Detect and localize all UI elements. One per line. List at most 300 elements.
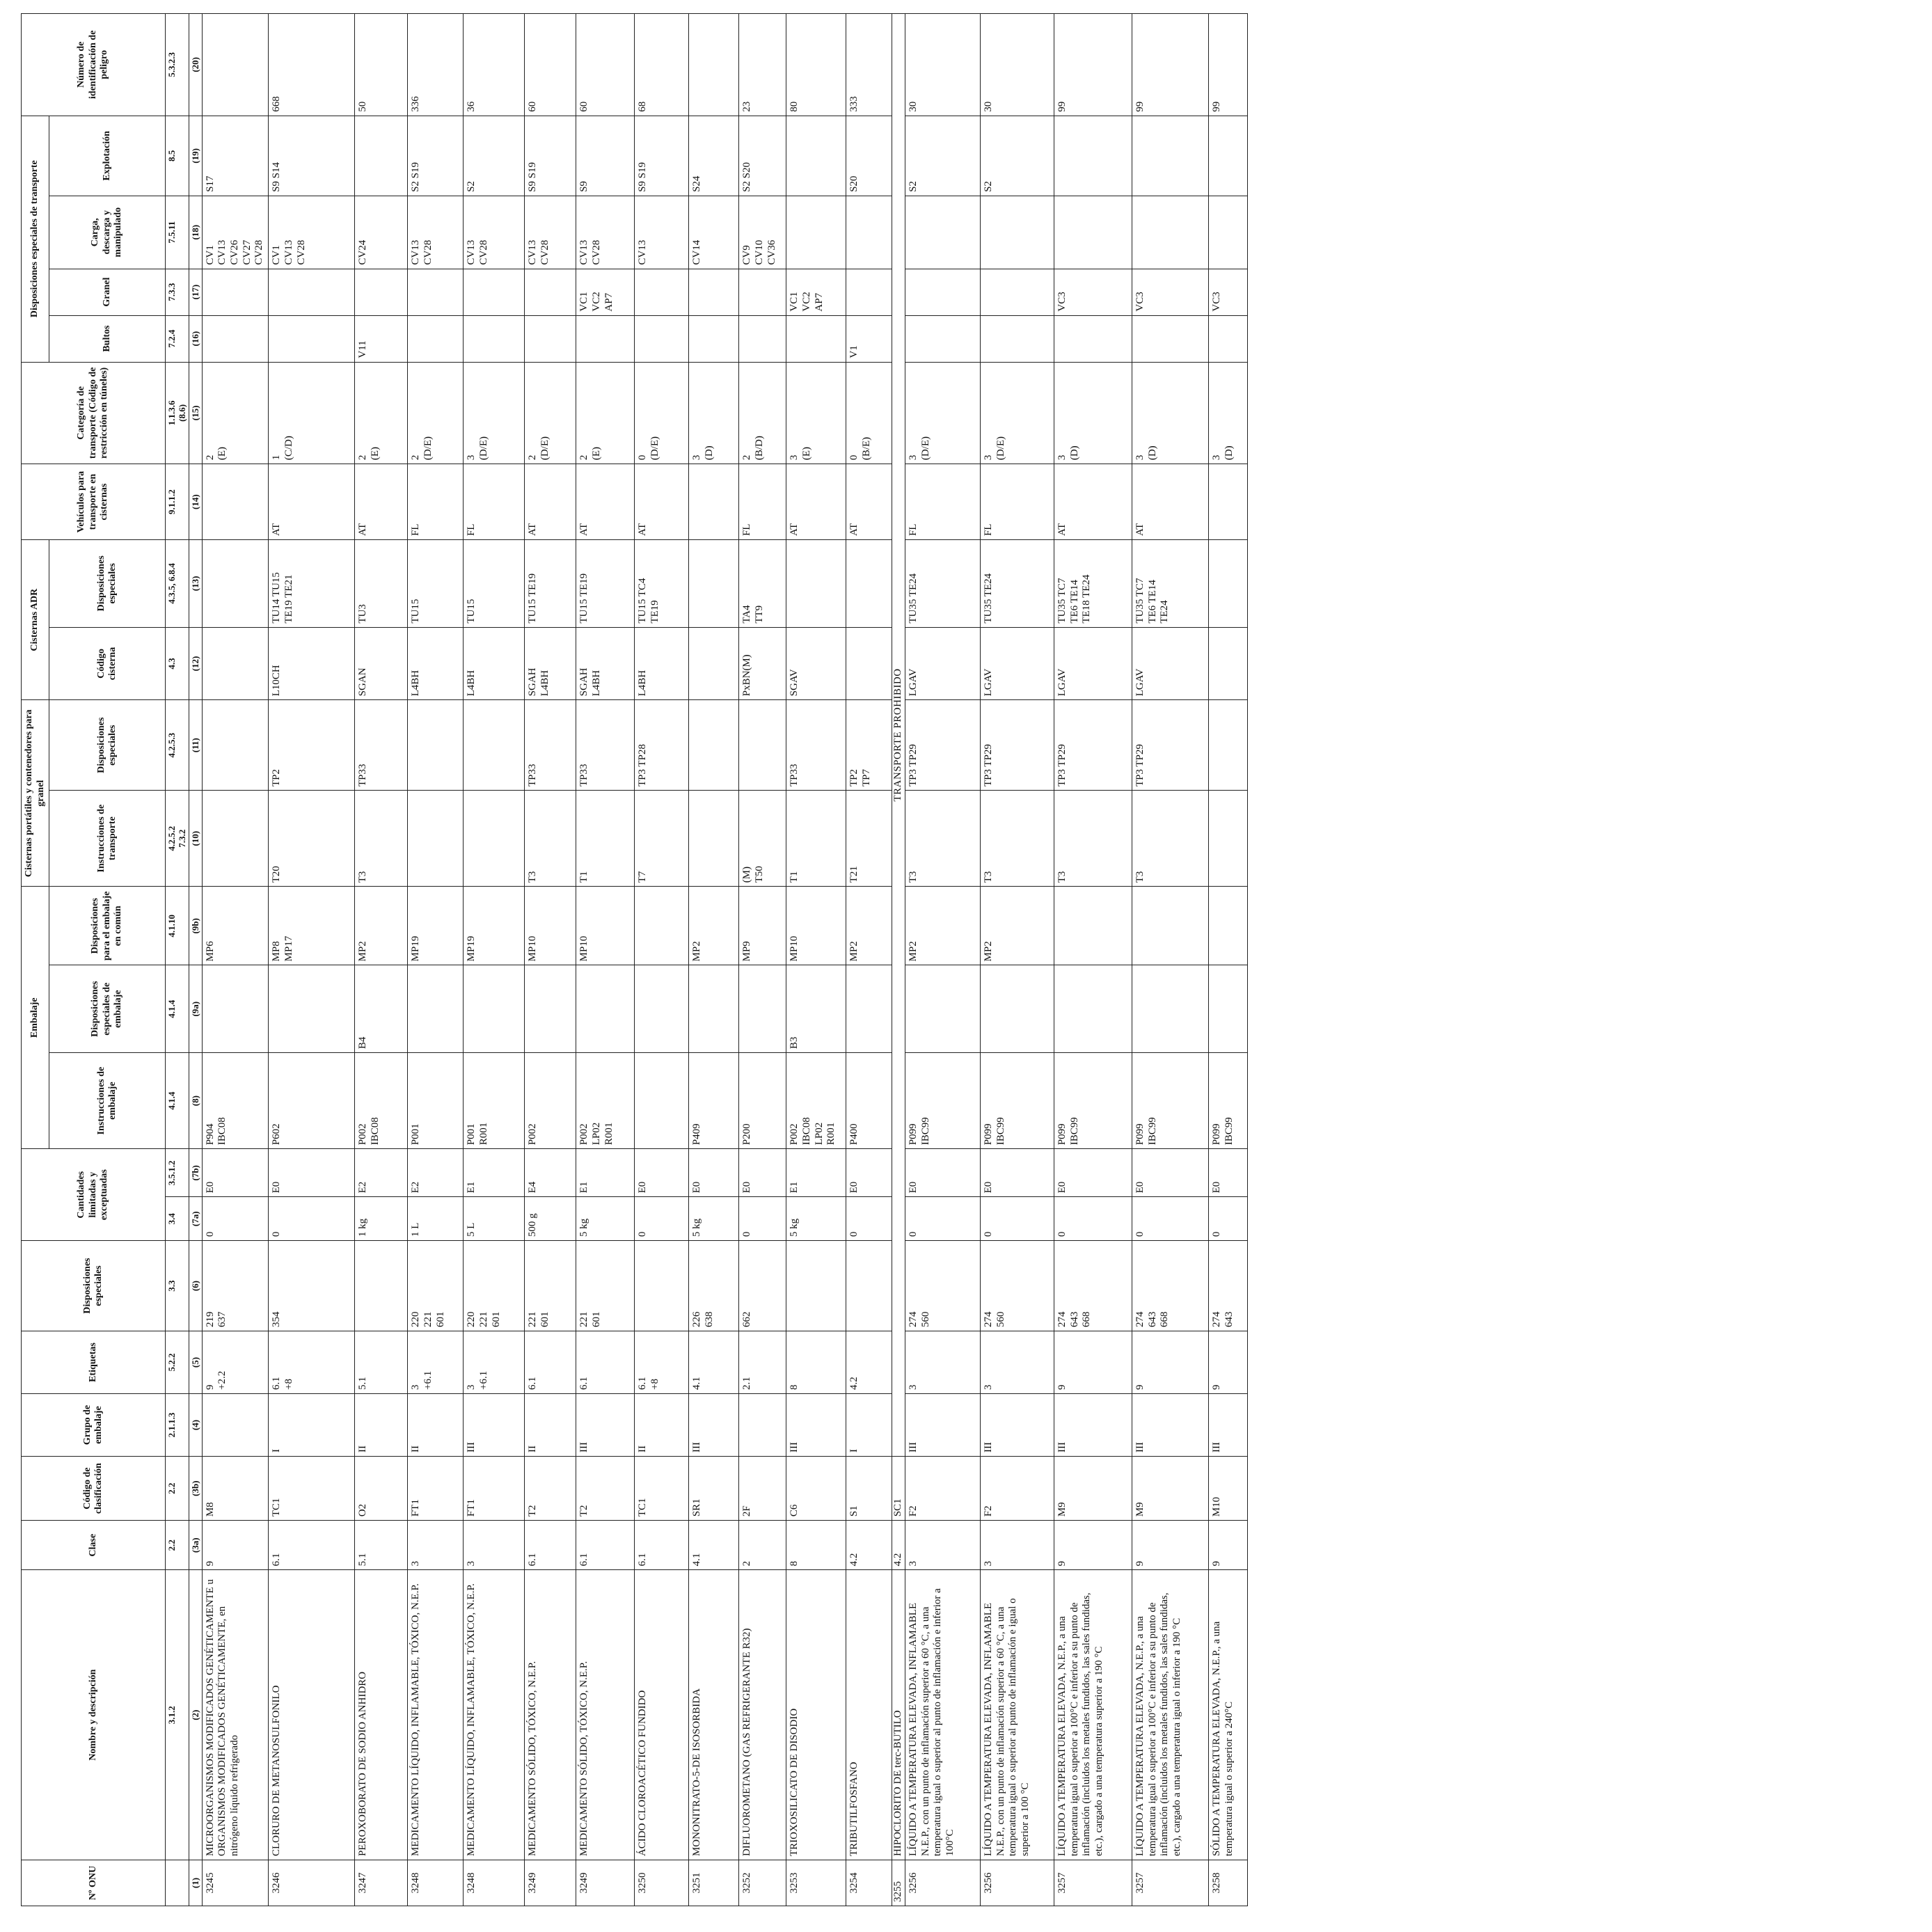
- entry-name: LÍQUIDO A TEMPERATURA ELEVADA, INFLAMABLE N.E.P., con un punto de inflamación superior a 60 °C, a una temperatura igual o superior al punto de inflamación e inferior a 100°C: [905, 1570, 980, 1860]
- transport-category: 2 (E): [576, 362, 635, 464]
- table-row: [980, 14, 1054, 1906]
- header-special-provisions: Disposiciones especiales: [22, 1241, 166, 1331]
- operation-provision: S20: [846, 116, 892, 196]
- hazard-id: 30: [905, 14, 980, 116]
- un-number: 3249: [525, 1860, 576, 1906]
- table-row: [635, 14, 689, 1906]
- tank-special-provisions: [1208, 700, 1247, 791]
- excepted-quantity: E0: [635, 1149, 689, 1197]
- mixed-packing: MP2: [846, 887, 892, 965]
- hazard-id: 80: [786, 14, 846, 116]
- tank-code: L4BH: [635, 627, 689, 700]
- tank-instructions: T3: [1132, 791, 1208, 887]
- header-adr-tanks: Cisternas ADR: [22, 540, 49, 700]
- bulk-provision: [525, 269, 576, 315]
- un-number: 3256: [980, 1860, 1054, 1906]
- table-row: [408, 14, 464, 1906]
- transport-category: 3 (D): [1054, 362, 1132, 464]
- table-row: [1208, 14, 1247, 1906]
- packing-group: III: [576, 1394, 635, 1457]
- tank-code: LGAV: [905, 627, 980, 700]
- hazard-id: 30: [980, 14, 1054, 116]
- special-packing-provisions: [576, 965, 635, 1053]
- class: 3: [980, 1521, 1054, 1570]
- column-number-cell: (15): [189, 362, 202, 464]
- excepted-quantity: E0: [739, 1149, 786, 1197]
- hazard-id: 99: [1208, 14, 1247, 116]
- tank-code: SGAV: [786, 627, 846, 700]
- class: 6.1: [576, 1521, 635, 1570]
- adr-special-provisions: [689, 540, 739, 628]
- section-ref-cell: 2.2: [166, 1457, 189, 1521]
- header-portable-tanks: Cisternas portátiles y contenedores para granel: [22, 700, 49, 887]
- mixed-packing: MP19: [408, 887, 464, 965]
- tank-instructions: [464, 791, 525, 887]
- operation-provision: [1208, 116, 1247, 196]
- tank-code: SGAH L4BH: [525, 627, 576, 700]
- labels: 6.1 +8: [635, 1331, 689, 1393]
- packages-provision: [408, 315, 464, 362]
- adr-special-provisions: TU35 TC7 TE6 TE14 TE24: [1132, 540, 1208, 628]
- special-provisions: 220 221 601: [408, 1241, 464, 1331]
- vehicle: AT: [1054, 464, 1132, 540]
- labels: 9: [1208, 1331, 1247, 1393]
- mixed-packing: MP19: [464, 887, 525, 965]
- section-ref-cell: 4.2.5.3: [166, 700, 189, 791]
- entry-name: MEDICAMENTO LÍQUIDO, INFLAMABLE, TÓXICO, N.E.P.: [408, 1570, 464, 1860]
- packing-group: III: [1132, 1394, 1208, 1457]
- classification-code: M9: [1132, 1457, 1208, 1521]
- entry-name: LÍQUIDO A TEMPERATURA ELEVADA, INFLAMABLE N.E.P., con un punto de inflamación superior a 60 °C, a una temperatura igual o superior al punto de inflamación e igual o superior a 100 °C: [980, 1570, 1054, 1860]
- header-row-groups: [22, 14, 49, 1906]
- loading-provision: CV14: [689, 196, 739, 269]
- limited-quantity: 5 kg: [576, 1197, 635, 1241]
- column-number-cell: (19): [189, 116, 202, 196]
- section-ref-cell: 9.1.1.2: [166, 464, 189, 540]
- header-operation: Explotación: [49, 116, 166, 196]
- hazard-id: 99: [1054, 14, 1132, 116]
- tank-instructions: [408, 791, 464, 887]
- special-provisions: 274 643 668: [1054, 1241, 1132, 1331]
- tank-instructions: T7: [635, 791, 689, 887]
- un-number: 3257: [1054, 1860, 1132, 1906]
- entry-name: PEROXOBORATO DE SODIO ANHIDRO: [355, 1570, 408, 1860]
- limited-quantity: 0: [202, 1197, 268, 1241]
- special-provisions: 220 221 601: [464, 1241, 525, 1331]
- column-number-cell: (1): [189, 1860, 202, 1906]
- table-row: [1132, 14, 1208, 1906]
- packing-instructions: P002 IBC08 LP02 R001: [786, 1053, 846, 1149]
- loading-provision: [846, 196, 892, 269]
- tank-instructions: [689, 791, 739, 887]
- classification-code: F2: [905, 1457, 980, 1521]
- special-provisions: [786, 1241, 846, 1331]
- special-packing-provisions: B3: [786, 965, 846, 1053]
- section-ref-cell: 3.5.1.2: [166, 1149, 189, 1197]
- table-row: [689, 14, 739, 1906]
- section-ref-cell: 3.1.2: [166, 1570, 189, 1860]
- bulk-provision: [355, 269, 408, 315]
- vehicle: AT: [576, 464, 635, 540]
- entry-name: ÁCIDO CLOROACÉTICO FUNDIDO: [635, 1570, 689, 1860]
- column-number-cell: (6): [189, 1241, 202, 1331]
- packages-provision: [464, 315, 525, 362]
- un-number: 3257: [1132, 1860, 1208, 1906]
- class: 6.1: [269, 1521, 355, 1570]
- tank-instructions: T20: [269, 791, 355, 887]
- bulk-provision: [980, 269, 1054, 315]
- table-row: [525, 14, 576, 1906]
- packing-group: III: [980, 1394, 1054, 1457]
- un-number: 3258: [1208, 1860, 1247, 1906]
- section-ref-cell: 4.1.4: [166, 1053, 189, 1149]
- vehicle: [202, 464, 268, 540]
- bulk-provision: [408, 269, 464, 315]
- special-packing-provisions: [739, 965, 786, 1053]
- transport-category: 3 (D): [1132, 362, 1208, 464]
- operation-provision: [1132, 116, 1208, 196]
- bulk-provision: [905, 269, 980, 315]
- packages-provision: [739, 315, 786, 362]
- un-number: 3251: [689, 1860, 739, 1906]
- hazard-id: [689, 14, 739, 116]
- adr-special-provisions: TU35 TE24: [980, 540, 1054, 628]
- excepted-quantity: E0: [269, 1149, 355, 1197]
- operation-provision: S9 S14: [269, 116, 355, 196]
- header-packing-instructions: Instrucciones de embalaje: [49, 1053, 166, 1149]
- hazard-id: 60: [525, 14, 576, 116]
- transport-category: 1 (C/D): [269, 362, 355, 464]
- packing-instructions: P200: [739, 1053, 786, 1149]
- column-number-row: [189, 14, 202, 1906]
- column-number-cell: (7b): [189, 1149, 202, 1197]
- special-provisions: 274 560: [980, 1241, 1054, 1331]
- tank-special-provisions: [202, 700, 268, 791]
- transport-category: 2 (E): [202, 362, 268, 464]
- limited-quantity: 500 g: [525, 1197, 576, 1241]
- tank-instructions: T3: [980, 791, 1054, 887]
- header-transport-category: Categoría de transporte (Código de restricción en túneles): [22, 362, 166, 464]
- class: 4.1: [689, 1521, 739, 1570]
- un-number: 3252: [739, 1860, 786, 1906]
- excepted-quantity: E0: [905, 1149, 980, 1197]
- mixed-packing: [1054, 887, 1132, 965]
- adr-special-provisions: TU35 TC7 TE6 TE14 TE18 TE24: [1054, 540, 1132, 628]
- packing-instructions: [635, 1053, 689, 1149]
- packing-instructions: P099 IBC99: [1054, 1053, 1132, 1149]
- vehicle: AT: [355, 464, 408, 540]
- column-number-cell: (12): [189, 627, 202, 700]
- tank-instructions: T3: [905, 791, 980, 887]
- section-ref-cell: 4.3.5, 6.8.4: [166, 540, 189, 628]
- vehicle: AT: [786, 464, 846, 540]
- special-provisions: [846, 1241, 892, 1331]
- labels: 9: [1054, 1331, 1132, 1393]
- special-packing-provisions: [980, 965, 1054, 1053]
- header-class: Clase: [22, 1521, 166, 1570]
- labels: 6.1: [525, 1331, 576, 1393]
- packing-instructions: P400: [846, 1053, 892, 1149]
- packing-instructions: P099 IBC99: [1132, 1053, 1208, 1149]
- bulk-provision: [269, 269, 355, 315]
- hazard-id: 336: [408, 14, 464, 116]
- loading-provision: CV13 CV28: [464, 196, 525, 269]
- header-vehicle: Vehículos para transporte en cisternas: [22, 464, 166, 540]
- vehicle: AT: [525, 464, 576, 540]
- section-ref-cell: 4.1.4: [166, 965, 189, 1053]
- adr-special-provisions: TU35 TE24: [905, 540, 980, 628]
- transport-category: 2 (D/E): [408, 362, 464, 464]
- transport-category: 2 (D/E): [525, 362, 576, 464]
- hazard-id: [202, 14, 268, 116]
- header-tank-code: Código cisterna: [49, 627, 166, 700]
- class: 3: [408, 1521, 464, 1570]
- special-packing-provisions: [525, 965, 576, 1053]
- tank-code: PxBN(M): [739, 627, 786, 700]
- operation-provision: S9 S19: [525, 116, 576, 196]
- class: 3: [464, 1521, 525, 1570]
- transport-category: 2 (B/D): [739, 362, 786, 464]
- bulk-provision: VC3: [1054, 269, 1132, 315]
- adr-special-provisions: TU15 TE19: [576, 540, 635, 628]
- mixed-packing: MP9: [739, 887, 786, 965]
- section-ref-cell: 3.4: [166, 1197, 189, 1241]
- limited-quantity: 0: [739, 1197, 786, 1241]
- packing-instructions: P002 IBC08: [355, 1053, 408, 1149]
- tank-code: L4BH: [408, 627, 464, 700]
- vehicle: FL: [739, 464, 786, 540]
- hazard-id: 60: [576, 14, 635, 116]
- special-packing-provisions: [1208, 965, 1247, 1053]
- entry-name: MEDICAMENTO LÍQUIDO, INFLAMABLE, TÓXICO, N.E.P.: [464, 1570, 525, 1860]
- table-row: [846, 14, 892, 1906]
- classification-code: C6: [786, 1457, 846, 1521]
- limited-quantity: 5 kg: [689, 1197, 739, 1241]
- classification-code: 2F: [739, 1457, 786, 1521]
- tank-instructions: (M) T50: [739, 791, 786, 887]
- transport-category: 3 (D/E): [905, 362, 980, 464]
- special-provisions: 274 643 668: [1132, 1241, 1208, 1331]
- column-number-cell: (10): [189, 791, 202, 887]
- entry-name: LÍQUIDO A TEMPERATURA ELEVADA, N.E.P., a una temperatura igual o superior a 100°C e inferior a su punto de inflamación (incluidos los metales fundidos, las sales fundidas, etc.), cargado a una temperatura superior a 190 °C: [1054, 1570, 1132, 1860]
- adr-special-provisions: [846, 540, 892, 628]
- packing-group: III: [786, 1394, 846, 1457]
- vehicle: AT: [635, 464, 689, 540]
- bulk-provision: [846, 269, 892, 315]
- labels: 4.2: [846, 1331, 892, 1393]
- column-number-cell: (5): [189, 1331, 202, 1393]
- labels: 9: [1132, 1331, 1208, 1393]
- classification-code: S1: [846, 1457, 892, 1521]
- packages-provision: [1054, 315, 1132, 362]
- un-number: 3248: [408, 1860, 464, 1906]
- column-number-cell: (7a): [189, 1197, 202, 1241]
- vehicle: FL: [980, 464, 1054, 540]
- packages-provision: [786, 315, 846, 362]
- packing-group: I: [846, 1394, 892, 1457]
- mixed-packing: MP10: [525, 887, 576, 965]
- hazard-id: 50: [355, 14, 408, 116]
- un-number: 3253: [786, 1860, 846, 1906]
- limited-quantity: 0: [1054, 1197, 1132, 1241]
- header-tank-instructions: Instrucciones de transporte: [49, 791, 166, 887]
- limited-quantity: 0: [846, 1197, 892, 1241]
- transport-category: 3 (D): [1208, 362, 1247, 464]
- tank-special-provisions: TP2 TP7: [846, 700, 892, 791]
- bulk-provision: VC3: [1208, 269, 1247, 315]
- loading-provision: CV13 CV28: [576, 196, 635, 269]
- column-number-cell: (14): [189, 464, 202, 540]
- limited-quantity: 5 kg: [786, 1197, 846, 1241]
- un-number: 3250: [635, 1860, 689, 1906]
- special-packing-provisions: [464, 965, 525, 1053]
- tank-code: LGAV: [980, 627, 1054, 700]
- tank-instructions: T3: [1054, 791, 1132, 887]
- class: 9: [1054, 1521, 1132, 1570]
- classification-code: F2: [980, 1457, 1054, 1521]
- adr-special-provisions: TU15 TE19: [525, 540, 576, 628]
- entry-name: MONONITRATO-5-DE ISOSORBIDA: [689, 1570, 739, 1860]
- packing-group: II: [355, 1394, 408, 1457]
- special-provisions: [355, 1241, 408, 1331]
- special-packing-provisions: [1132, 965, 1208, 1053]
- section-ref-cell: 5.3.2.3: [166, 14, 189, 116]
- class: 6.1: [635, 1521, 689, 1570]
- entry-name: LÍQUIDO A TEMPERATURA ELEVADA, N.E.P., a una temperatura igual o superior a 100°C e inferior a su punto de inflamación (incluidos los metales fundidos, las sales fundidas, etc.), cargado a una temperatura igual o inferior a 190 °C: [1132, 1570, 1208, 1860]
- tank-code: [689, 627, 739, 700]
- vehicle: [1208, 464, 1247, 540]
- packing-instructions: P904 IBC08: [202, 1053, 268, 1149]
- excepted-quantity: E2: [408, 1149, 464, 1197]
- tank-instructions: T3: [355, 791, 408, 887]
- entry-name: TRIBUTILFOSFANO: [846, 1570, 892, 1860]
- column-number-cell: (2): [189, 1570, 202, 1860]
- transport-category: 0 (D/E): [635, 362, 689, 464]
- section-ref-cell: 7.3.3: [166, 269, 189, 315]
- table-row: [269, 14, 355, 1906]
- mixed-packing: [635, 887, 689, 965]
- header-hazard-id: Número de identificación de peligro: [22, 14, 166, 116]
- tank-code: [1208, 627, 1247, 700]
- special-provisions: 219 637: [202, 1241, 268, 1331]
- packages-provision: [980, 315, 1054, 362]
- special-packing-provisions: [689, 965, 739, 1053]
- tank-code: [846, 627, 892, 700]
- operation-provision: S2 S19: [408, 116, 464, 196]
- labels: 3 +6.1: [408, 1331, 464, 1393]
- special-packing-provisions: [202, 965, 268, 1053]
- header-mixed-packing: Disposiciones para el embalaje en común: [49, 887, 166, 965]
- tank-special-provisions: TP3 TP28: [635, 700, 689, 791]
- packages-provision: [1132, 315, 1208, 362]
- loading-provision: CV1 CV13 CV26 CV27 CV28: [202, 196, 268, 269]
- un-number: 3245: [202, 1860, 268, 1906]
- transport-prohibited-note: TRANSPORTE PROHIBIDO: [892, 14, 905, 1457]
- tank-code: SGAN: [355, 627, 408, 700]
- bulk-provision: VC3: [1132, 269, 1208, 315]
- labels: 3: [905, 1331, 980, 1393]
- loading-provision: CV9 CV10 CV36: [739, 196, 786, 269]
- header-packing-group: Grupo de embalaje: [22, 1394, 166, 1457]
- labels: 6.1: [576, 1331, 635, 1393]
- entry-name: CLORURO DE METANOSULFONILO: [269, 1570, 355, 1860]
- special-packing-provisions: [846, 965, 892, 1053]
- adr-special-provisions: TU15: [464, 540, 525, 628]
- limited-quantity: 1 L: [408, 1197, 464, 1241]
- class: 4.2: [892, 1521, 905, 1570]
- adr-special-provisions: [202, 540, 268, 628]
- special-provisions: 221 601: [576, 1241, 635, 1331]
- adr-special-provisions: TU14 TU15 TE19 TE21: [269, 540, 355, 628]
- header-adr-special-provisions: Disposiciones especiales: [49, 540, 166, 628]
- header-loading: Carga, descarga y manipulado: [49, 196, 166, 269]
- column-number-cell: (17): [189, 269, 202, 315]
- section-ref-cell: 4.2.5.2 7.3.2: [166, 791, 189, 887]
- packages-provision: [525, 315, 576, 362]
- excepted-quantity: E2: [355, 1149, 408, 1197]
- packing-group: III: [1208, 1394, 1247, 1457]
- operation-provision: S9: [576, 116, 635, 196]
- section-ref-cell: 7.2.4: [166, 315, 189, 362]
- special-provisions: 274 643: [1208, 1241, 1247, 1331]
- packing-instructions: P001: [408, 1053, 464, 1149]
- classification-code: T2: [525, 1457, 576, 1521]
- packing-group: II: [408, 1394, 464, 1457]
- entry-name: TRIOXOSILICATO DE DISODIO: [786, 1570, 846, 1860]
- section-ref-cell: 2.1.1.3: [166, 1394, 189, 1457]
- hazard-id: 23: [739, 14, 786, 116]
- column-number-cell: (4): [189, 1394, 202, 1457]
- header-special-packing-provisions: Disposiciones especiales de embalaje: [49, 965, 166, 1053]
- hazard-id: 668: [269, 14, 355, 116]
- transport-category: 0 (B/E): [846, 362, 892, 464]
- loading-provision: CV13: [635, 196, 689, 269]
- adr-special-provisions: TU15: [408, 540, 464, 628]
- excepted-quantity: E1: [464, 1149, 525, 1197]
- operation-provision: S24: [689, 116, 739, 196]
- excepted-quantity: E0: [1054, 1149, 1132, 1197]
- bulk-provision: [689, 269, 739, 315]
- excepted-quantity: E0: [689, 1149, 739, 1197]
- special-provisions: 662: [739, 1241, 786, 1331]
- tank-code: [202, 627, 268, 700]
- loading-provision: CV13 CV28: [525, 196, 576, 269]
- limited-quantity: 1 kg: [355, 1197, 408, 1241]
- un-number: 3246: [269, 1860, 355, 1906]
- vehicle: FL: [408, 464, 464, 540]
- operation-provision: S17: [202, 116, 268, 196]
- un-number: 3248: [464, 1860, 525, 1906]
- header-special-transport: Disposiciones especiales de transporte: [22, 116, 49, 362]
- entry-name: SÓLIDO A TEMPERATURA ELEVADA, N.E.P., a una temperatura igual o superior a 240°C: [1208, 1570, 1247, 1860]
- special-provisions: 226 638: [689, 1241, 739, 1331]
- tank-code: L10CH: [269, 627, 355, 700]
- packing-group: I: [269, 1394, 355, 1457]
- hazard-id: 333: [846, 14, 892, 116]
- tank-code: L4BH: [464, 627, 525, 700]
- loading-provision: [786, 196, 846, 269]
- packages-provision: V11: [355, 315, 408, 362]
- limited-quantity: 5 L: [464, 1197, 525, 1241]
- labels: 8: [786, 1331, 846, 1393]
- table-row: [576, 14, 635, 1906]
- transport-category: 3 (D/E): [980, 362, 1054, 464]
- header-packages: Bultos: [49, 315, 166, 362]
- section-ref-cell: 4.1.10: [166, 887, 189, 965]
- mixed-packing: MP8 MP17: [269, 887, 355, 965]
- packing-group: III: [689, 1394, 739, 1457]
- packing-group: [202, 1394, 268, 1457]
